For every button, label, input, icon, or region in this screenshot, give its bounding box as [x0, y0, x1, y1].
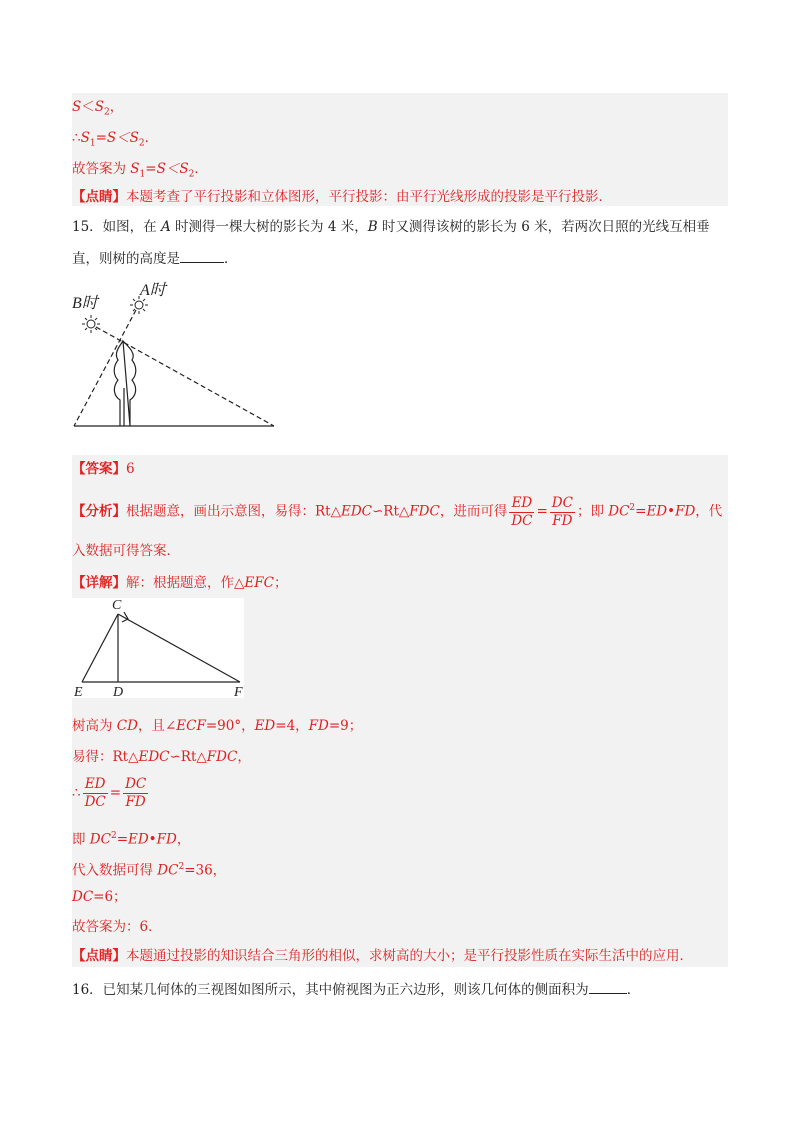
text: 入数据可得答案． — [72, 543, 180, 559]
ray-a-dashed — [74, 310, 136, 426]
analysis-tag: 【分析】 — [72, 503, 126, 520]
text: 代入数据可得 — [72, 862, 158, 879]
text: =4， — [275, 718, 309, 734]
text: =90°， — [205, 718, 255, 734]
segment-ec — [82, 614, 118, 682]
text: 故答案为：6． — [72, 919, 162, 935]
fraction-ed-dc — [509, 495, 534, 530]
question-15-line-1 — [72, 217, 710, 237]
comment-line-top — [72, 187, 612, 207]
text: 时又测得该树的影长为 6 米，若两次日照的光线互相垂 — [377, 219, 710, 235]
denominator: FD — [125, 794, 146, 810]
point-e-label: E — [74, 685, 83, 700]
text: 2 — [104, 107, 110, 118]
text: ECF — [176, 718, 206, 734]
text: ； — [273, 575, 288, 591]
text: 解：根据题意，作△ — [126, 575, 245, 591]
detail-line-7 — [72, 887, 127, 907]
text: 15．如图，在 — [72, 219, 161, 235]
text: ． — [144, 130, 159, 146]
solution-highlight-answer — [72, 455, 728, 967]
text: EDC — [138, 749, 170, 765]
text: ＜ — [81, 99, 95, 115]
fraction-dc-fd — [550, 495, 575, 530]
text: S — [129, 130, 139, 146]
detail-line-4 — [72, 775, 150, 811]
text: ，代 — [695, 503, 723, 520]
text: = — [536, 503, 548, 520]
text: 16．已知某几何体的三视图如图所示，其中俯视图为正六边形，则该几何体的侧面积为 — [72, 982, 589, 998]
text: DC — [89, 831, 111, 848]
text: ， — [237, 749, 251, 765]
text: 故答案为 — [72, 161, 131, 177]
text: DC — [608, 503, 630, 520]
numerator: ED — [509, 495, 534, 513]
text: DC — [72, 889, 94, 905]
question-16 — [72, 979, 640, 1000]
answer-blank — [589, 979, 627, 994]
segment-cf — [118, 614, 240, 682]
text: EFC — [244, 575, 274, 591]
text: =36， — [184, 862, 227, 879]
text: =6； — [93, 889, 127, 905]
text: 2 — [178, 862, 185, 872]
text: 2 — [110, 831, 117, 841]
text: =S＜S — [145, 161, 189, 177]
sun-b-icon — [82, 315, 100, 333]
text: ∽Rt△ — [372, 503, 410, 520]
denominator: DC — [511, 512, 533, 529]
text: 1 — [139, 169, 146, 180]
fraction-dc-fd-detail — [123, 776, 148, 811]
text: ∽Rt△ — [169, 749, 207, 765]
text: EDC — [340, 503, 372, 520]
comment-tag: 【点睛】 — [72, 948, 126, 964]
question-15-line-2 — [72, 248, 238, 269]
point-c-label: C — [112, 598, 122, 613]
comment-text: 本题通过投影的知识结合三角形的相似，求树高的大小；是平行投影性质在实际生活中的应用． — [126, 948, 693, 964]
text: 易得：Rt△ — [72, 749, 139, 765]
detail-line-2 — [72, 716, 362, 736]
detail-line-3 — [72, 747, 251, 767]
detail-line-1 — [72, 573, 287, 593]
text: FDC — [206, 749, 238, 765]
numerator: DC — [125, 776, 147, 792]
text: ， — [109, 99, 124, 115]
point-d-label: D — [113, 685, 124, 700]
text: S — [130, 161, 140, 177]
text: = — [109, 785, 122, 801]
text: 1 — [89, 138, 96, 149]
numerator: DC — [551, 494, 573, 511]
text: CD — [116, 718, 138, 734]
analysis-line-1 — [72, 489, 722, 531]
text: ，且∠ — [137, 718, 177, 734]
comment-text: 本题考查了平行投影和立体图形，平行投影：由平行光线形成的投影是平行投影． — [126, 189, 612, 205]
analysis-line-2 — [72, 541, 180, 561]
text: =9； — [328, 718, 363, 734]
solution-line-3 — [72, 159, 208, 185]
tree-icon — [114, 341, 136, 426]
detail-line-6 — [72, 857, 226, 881]
text: ，进而可得 — [439, 503, 508, 520]
detail-line-5 — [72, 826, 190, 850]
text: 2 — [138, 138, 145, 149]
text: ∴ — [72, 785, 81, 801]
tree-shadow-figure — [68, 278, 280, 430]
text: 树高为 — [72, 718, 117, 734]
solution-line-1 — [72, 97, 123, 123]
text: =ED•FD — [116, 831, 177, 848]
text: ∴ — [72, 130, 81, 146]
text: =ED•FD — [635, 503, 696, 520]
point-f-label: F — [234, 685, 243, 700]
label-b-time: B时 — [72, 295, 98, 312]
text: 即 — [72, 831, 90, 848]
text: S — [80, 130, 90, 146]
solution-line-2 — [72, 128, 158, 154]
comment-tag: 【点睛】 — [72, 189, 126, 205]
text: =S＜ — [95, 130, 130, 146]
numerator: ED — [83, 776, 108, 794]
comment-line-answer — [72, 946, 693, 966]
text: 时测得一棵大树的影长为 4 米， — [170, 219, 368, 235]
label-a-time: A时 — [140, 282, 166, 299]
text: 直，则树的高度是 — [72, 251, 180, 267]
text: S — [94, 99, 104, 115]
text: ED — [254, 718, 276, 734]
text: 2 — [629, 503, 636, 513]
text: 2 — [188, 169, 195, 180]
detail-line-8 — [72, 917, 162, 937]
text: 根据题意，画出示意图，易得：Rt△ — [126, 503, 341, 520]
text: ；即 — [576, 503, 609, 520]
triangle-efc-figure — [72, 596, 248, 700]
text: DC — [157, 862, 179, 879]
answer-tag: 【答案】 — [72, 461, 126, 477]
text: FDC — [409, 503, 440, 520]
answer-line — [72, 459, 135, 479]
answer-value: 6 — [126, 461, 135, 477]
text: A — [160, 219, 171, 235]
text: ， — [176, 831, 191, 848]
text: ． — [626, 982, 641, 998]
fraction-ed-dc-detail — [83, 776, 108, 811]
text: ． — [224, 251, 238, 267]
text: S — [72, 99, 82, 115]
detail-tag: 【详解】 — [72, 575, 126, 591]
text: B — [367, 219, 378, 235]
answer-blank — [180, 248, 224, 263]
denominator: FD — [552, 512, 573, 529]
text: ． — [194, 161, 208, 177]
text: FD — [308, 718, 329, 734]
denominator: DC — [84, 794, 106, 810]
